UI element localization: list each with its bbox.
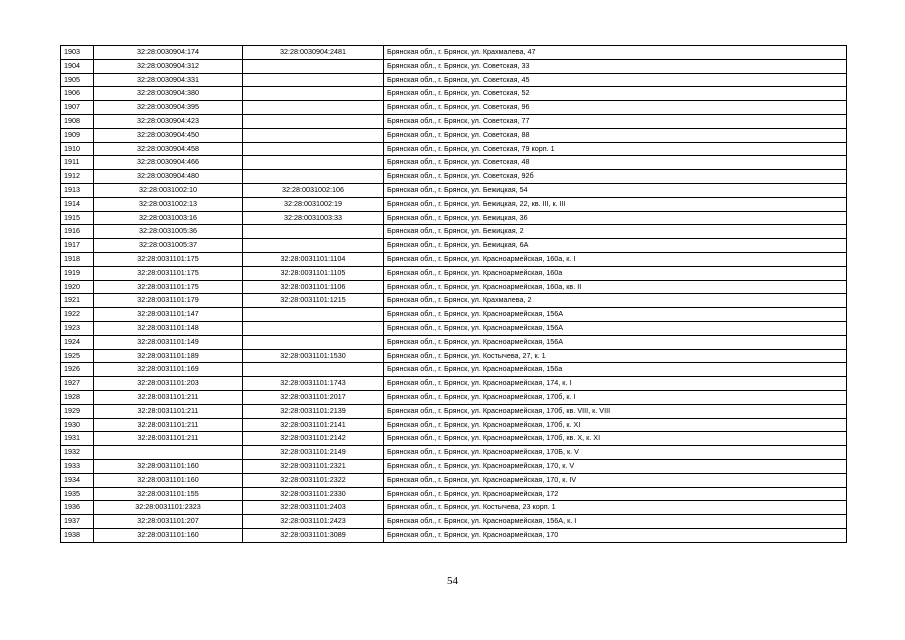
building-number-cell: 32:28:0031101:1215	[243, 294, 384, 308]
table-row	[61, 487, 847, 501]
building-number-cell	[243, 114, 384, 128]
table-row	[61, 252, 847, 266]
cadastral-number-cell: 32:28:0031101:149	[94, 335, 243, 349]
row-number-cell: 1905	[61, 73, 94, 87]
cadastral-number-cell: 32:28:0030904:466	[94, 156, 243, 170]
building-number-cell: 32:28:0031101:2139	[243, 404, 384, 418]
address-cell: Брянская обл., г. Брянск, ул. Красноармейская, 170б, к. I	[384, 390, 847, 404]
address-cell: Брянская обл., г. Брянск, ул. Советская, 33	[384, 59, 847, 73]
address-cell: Брянская обл., г. Брянск, ул. Красноармейская, 170	[384, 528, 847, 542]
address-cell: Брянская обл., г. Брянск, ул. Советская, 96	[384, 101, 847, 115]
address-cell: Брянская обл., г. Брянск, ул. Красноармейская, 160а, кв. II	[384, 280, 847, 294]
cadastral-number-cell: 32:28:0031101:211	[94, 432, 243, 446]
row-number-cell: 1919	[61, 266, 94, 280]
row-number-cell: 1930	[61, 418, 94, 432]
address-cell: Брянская обл., г. Брянск, ул. Красноармейская, 156А, к. I	[384, 515, 847, 529]
address-cell: Брянская обл., г. Брянск, ул. Красноармейская, 170, к. IV	[384, 473, 847, 487]
table-row	[61, 87, 847, 101]
row-number-cell: 1904	[61, 59, 94, 73]
building-number-cell: 32:28:0031101:2403	[243, 501, 384, 515]
table-row	[61, 156, 847, 170]
cadastral-number-cell: 32:28:0031101:147	[94, 308, 243, 322]
address-cell: Брянская обл., г. Брянск, ул. Красноармейская, 156А	[384, 308, 847, 322]
row-number-cell: 1934	[61, 473, 94, 487]
table-row	[61, 418, 847, 432]
building-number-cell: 32:28:0031101:2321	[243, 459, 384, 473]
cadastral-number-cell: 32:28:0030904:331	[94, 73, 243, 87]
address-cell: Брянская обл., г. Брянск, ул. Советская, 88	[384, 128, 847, 142]
building-number-cell	[243, 142, 384, 156]
building-number-cell: 32:28:0031101:2423	[243, 515, 384, 529]
building-number-cell	[243, 335, 384, 349]
address-cell: Брянская обл., г. Брянск, ул. Советская, 77	[384, 114, 847, 128]
row-number-cell: 1906	[61, 87, 94, 101]
cadastral-number-cell: 32:28:0031101:189	[94, 349, 243, 363]
table-row	[61, 128, 847, 142]
table-row	[61, 142, 847, 156]
address-cell: Брянская обл., г. Брянск, ул. Красноармейская, 160а	[384, 266, 847, 280]
cadastral-number-cell: 32:28:0030904:423	[94, 114, 243, 128]
cadastral-number-cell: 32:28:0031101:160	[94, 528, 243, 542]
address-cell: Брянская обл., г. Брянск, ул. Крахмалева, 47	[384, 46, 847, 60]
address-cell: Брянская обл., г. Брянск, ул. Советская, 79 корп. 1	[384, 142, 847, 156]
table-row	[61, 321, 847, 335]
row-number-cell: 1907	[61, 101, 94, 115]
row-number-cell: 1926	[61, 363, 94, 377]
address-cell: Брянская обл., г. Брянск, ул. Красноармейская, 156а	[384, 363, 847, 377]
address-cell: Брянская обл., г. Брянск, ул. Красноармейская, 170б, кв. X, к. XI	[384, 432, 847, 446]
row-number-cell: 1935	[61, 487, 94, 501]
table-row	[61, 280, 847, 294]
row-number-cell: 1910	[61, 142, 94, 156]
building-number-cell	[243, 87, 384, 101]
building-number-cell	[243, 59, 384, 73]
table-row	[61, 197, 847, 211]
address-cell: Брянская обл., г. Брянск, ул. Советская, 52	[384, 87, 847, 101]
building-number-cell: 32:28:0031101:1530	[243, 349, 384, 363]
building-number-cell: 32:28:0031101:2142	[243, 432, 384, 446]
table-row	[61, 473, 847, 487]
registry-table	[60, 45, 847, 543]
building-number-cell: 32:28:0031002:106	[243, 183, 384, 197]
building-number-cell: 32:28:0031101:1743	[243, 377, 384, 391]
building-number-cell: 32:28:0031101:3089	[243, 528, 384, 542]
cadastral-number-cell: 32:28:0031101:175	[94, 266, 243, 280]
table-row	[61, 46, 847, 60]
row-number-cell: 1931	[61, 432, 94, 446]
building-number-cell: 32:28:0031101:2330	[243, 487, 384, 501]
row-number-cell: 1903	[61, 46, 94, 60]
row-number-cell: 1936	[61, 501, 94, 515]
cadastral-number-cell: 32:28:0031005:37	[94, 239, 243, 253]
table-row	[61, 404, 847, 418]
cadastral-number-cell: 32:28:0031101:207	[94, 515, 243, 529]
building-number-cell	[243, 363, 384, 377]
table-row	[61, 363, 847, 377]
cadastral-number-cell: 32:28:0031101:175	[94, 280, 243, 294]
row-number-cell: 1921	[61, 294, 94, 308]
cadastral-number-cell: 32:28:0031101:160	[94, 473, 243, 487]
table-row	[61, 446, 847, 460]
address-cell: Брянская обл., г. Брянск, ул. Крахмалева, 2	[384, 294, 847, 308]
address-cell: Брянская обл., г. Брянск, ул. Бежицкая, 2	[384, 225, 847, 239]
table-body	[61, 46, 847, 543]
table-row	[61, 211, 847, 225]
cadastral-number-cell: 32:28:0031002:13	[94, 197, 243, 211]
address-cell: Брянская обл., г. Брянск, ул. Советская, 45	[384, 73, 847, 87]
building-number-cell: 32:28:0031101:1104	[243, 252, 384, 266]
address-cell: Брянская обл., г. Брянск, ул. Бежицкая, 6А	[384, 239, 847, 253]
cadastral-number-cell: 32:28:0031101:155	[94, 487, 243, 501]
cadastral-number-cell: 32:28:0031101:2323	[94, 501, 243, 515]
table-row	[61, 432, 847, 446]
building-number-cell	[243, 73, 384, 87]
building-number-cell: 32:28:0031101:2149	[243, 446, 384, 460]
address-cell: Брянская обл., г. Брянск, ул. Бежицкая, 54	[384, 183, 847, 197]
address-cell: Брянская обл., г. Брянск, ул. Красноармейская, 160а, к. I	[384, 252, 847, 266]
building-number-cell	[243, 156, 384, 170]
cadastral-number-cell: 32:28:0031003:16	[94, 211, 243, 225]
row-number-cell: 1911	[61, 156, 94, 170]
cadastral-number-cell: 32:28:0031002:10	[94, 183, 243, 197]
table-row	[61, 225, 847, 239]
address-cell: Брянская обл., г. Брянск, ул. Советская, 92б	[384, 170, 847, 184]
table-row	[61, 515, 847, 529]
row-number-cell: 1924	[61, 335, 94, 349]
cadastral-number-cell: 32:28:0031101:160	[94, 459, 243, 473]
address-cell: Брянская обл., г. Брянск, ул. Красноармейская, 156А	[384, 335, 847, 349]
cadastral-number-cell: 32:28:0030904:480	[94, 170, 243, 184]
building-number-cell: 32:28:0031101:1106	[243, 280, 384, 294]
row-number-cell: 1933	[61, 459, 94, 473]
table-row	[61, 335, 847, 349]
row-number-cell: 1922	[61, 308, 94, 322]
building-number-cell	[243, 239, 384, 253]
table-row	[61, 308, 847, 322]
cadastral-number-cell: 32:28:0031101:211	[94, 404, 243, 418]
address-cell: Брянская обл., г. Брянск, ул. Бежицкая, 22, кв. III, к. III	[384, 197, 847, 211]
row-number-cell: 1923	[61, 321, 94, 335]
building-number-cell: 32:28:0031101:1105	[243, 266, 384, 280]
table-row	[61, 390, 847, 404]
address-cell: Брянская обл., г. Брянск, ул. Красноармейская, 170Б, к. V	[384, 446, 847, 460]
building-number-cell: 32:28:0030904:2481	[243, 46, 384, 60]
cadastral-number-cell: 32:28:0031101:211	[94, 418, 243, 432]
row-number-cell: 1937	[61, 515, 94, 529]
building-number-cell	[243, 321, 384, 335]
address-cell: Брянская обл., г. Брянск, ул. Красноармейская, 170б, кв. VIII, к. VIII	[384, 404, 847, 418]
building-number-cell	[243, 128, 384, 142]
address-cell: Брянская обл., г. Брянск, ул. Красноармейская, 156А	[384, 321, 847, 335]
row-number-cell: 1909	[61, 128, 94, 142]
building-number-cell	[243, 101, 384, 115]
row-number-cell: 1916	[61, 225, 94, 239]
building-number-cell	[243, 170, 384, 184]
row-number-cell: 1929	[61, 404, 94, 418]
row-number-cell: 1925	[61, 349, 94, 363]
building-number-cell: 32:28:0031003:33	[243, 211, 384, 225]
cadastral-number-cell: 32:28:0030904:174	[94, 46, 243, 60]
table-row	[61, 73, 847, 87]
table-row	[61, 170, 847, 184]
table-row	[61, 377, 847, 391]
address-cell: Брянская обл., г. Брянск, ул. Костычева, 23 корп. 1	[384, 501, 847, 515]
cadastral-number-cell: 32:28:0030904:450	[94, 128, 243, 142]
cadastral-number-cell: 32:28:0031101:179	[94, 294, 243, 308]
table-row	[61, 349, 847, 363]
cadastral-number-cell: 32:28:0031101:175	[94, 252, 243, 266]
address-cell: Брянская обл., г. Брянск, ул. Бежицкая, 36	[384, 211, 847, 225]
address-cell: Брянская обл., г. Брянск, ул. Костычева, 27, к. 1	[384, 349, 847, 363]
row-number-cell: 1932	[61, 446, 94, 460]
cadastral-number-cell: 32:28:0030904:458	[94, 142, 243, 156]
row-number-cell: 1928	[61, 390, 94, 404]
table-row	[61, 114, 847, 128]
building-number-cell: 32:28:0031101:2017	[243, 390, 384, 404]
cadastral-number-cell: 32:28:0031101:203	[94, 377, 243, 391]
table-row	[61, 101, 847, 115]
row-number-cell: 1915	[61, 211, 94, 225]
row-number-cell: 1927	[61, 377, 94, 391]
cadastral-number-cell: 32:28:0031101:169	[94, 363, 243, 377]
building-number-cell: 32:28:0031002:19	[243, 197, 384, 211]
cadastral-number-cell: 32:28:0031101:211	[94, 390, 243, 404]
row-number-cell: 1920	[61, 280, 94, 294]
table-row	[61, 183, 847, 197]
table-row	[61, 501, 847, 515]
table-row	[61, 528, 847, 542]
row-number-cell: 1908	[61, 114, 94, 128]
building-number-cell	[243, 308, 384, 322]
cadastral-number-cell: 32:28:0031005:36	[94, 225, 243, 239]
cadastral-number-cell: 32:28:0030904:380	[94, 87, 243, 101]
row-number-cell: 1918	[61, 252, 94, 266]
building-number-cell: 32:28:0031101:2322	[243, 473, 384, 487]
building-number-cell: 32:28:0031101:2141	[243, 418, 384, 432]
row-number-cell: 1913	[61, 183, 94, 197]
page-number: 54	[447, 575, 458, 587]
address-cell: Брянская обл., г. Брянск, ул. Красноармейская, 170б, к. XI	[384, 418, 847, 432]
row-number-cell: 1914	[61, 197, 94, 211]
address-cell: Брянская обл., г. Брянск, ул. Красноармейская, 172	[384, 487, 847, 501]
cadastral-number-cell	[94, 446, 243, 460]
row-number-cell: 1917	[61, 239, 94, 253]
cadastral-number-cell: 32:28:0031101:148	[94, 321, 243, 335]
table-row	[61, 266, 847, 280]
cadastral-number-cell: 32:28:0030904:312	[94, 59, 243, 73]
table-row	[61, 459, 847, 473]
table-row	[61, 294, 847, 308]
table-row	[61, 59, 847, 73]
cadastral-number-cell: 32:28:0030904:395	[94, 101, 243, 115]
row-number-cell: 1912	[61, 170, 94, 184]
address-cell: Брянская обл., г. Брянск, ул. Красноармейская, 174, к. I	[384, 377, 847, 391]
address-cell: Брянская обл., г. Брянск, ул. Красноармейская, 170, к. V	[384, 459, 847, 473]
address-cell: Брянская обл., г. Брянск, ул. Советская, 48	[384, 156, 847, 170]
table-row	[61, 239, 847, 253]
building-number-cell	[243, 225, 384, 239]
row-number-cell: 1938	[61, 528, 94, 542]
